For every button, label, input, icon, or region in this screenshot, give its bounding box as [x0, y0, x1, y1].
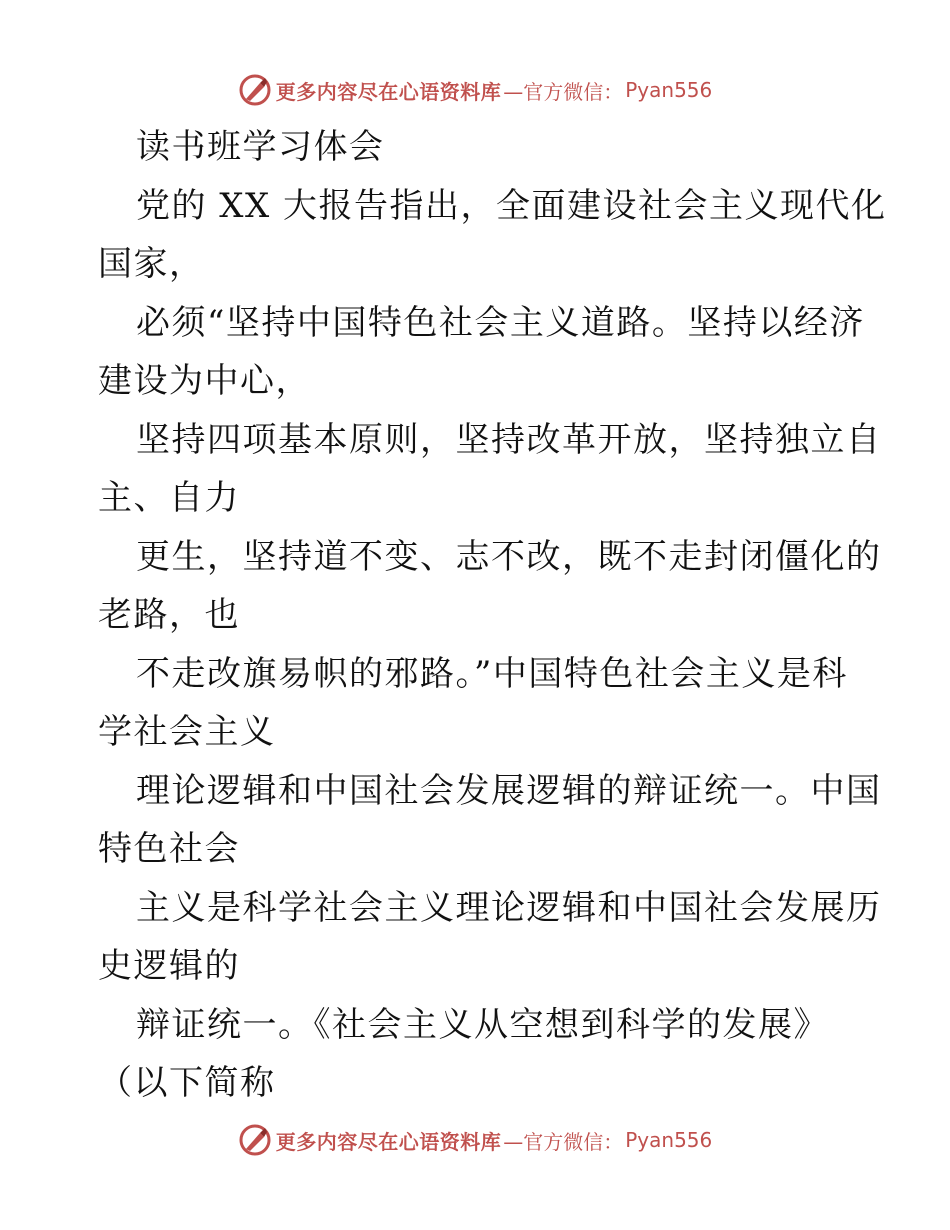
banner-wechat-id: Pyan556	[625, 1128, 713, 1152]
header-banner	[0, 70, 950, 110]
pen-logo-icon	[238, 1123, 272, 1157]
banner-separator: —官方微信：	[503, 1129, 624, 1154]
pen-logo-icon	[238, 73, 272, 107]
text-line: 老路，也	[98, 595, 240, 635]
text-line: 学社会主义	[98, 712, 276, 752]
text-line: 不走改旗易帜的邪路。”中国特色社会主义是科	[136, 653, 848, 694]
text-line: 辩证统一。《社会主义从空想到科学的发展》	[136, 1004, 829, 1045]
text-line: 理论逻辑和中国社会发展逻辑的辩证统一。中国	[136, 770, 882, 811]
document-title: 读书班学习体会	[136, 127, 385, 167]
text-line: 主、自力	[98, 478, 240, 518]
text-line: 特色社会	[98, 829, 240, 869]
text-line: 党的 XX 大报告指出，全面建设社会主义现代化	[136, 185, 887, 226]
text-line: 史逻辑的	[98, 946, 240, 986]
banner-wechat-id: Pyan556	[625, 78, 713, 102]
banner-title: 更多内容尽在心语资料库	[275, 1129, 502, 1154]
text-line: 建设为中心，	[98, 361, 311, 401]
text-line: 坚持四项基本原则，坚持改革开放，坚持独立自	[136, 419, 882, 460]
text-line: 必须“坚持中国特色社会主义道路。坚持以经济	[136, 302, 865, 343]
text-line: 主义是科学社会主义理论逻辑和中国社会发展历	[136, 887, 882, 928]
text-line: （以下简称	[98, 1063, 276, 1103]
document-body	[98, 118, 887, 1113]
banner-separator: —官方微信：	[503, 79, 624, 104]
banner-title: 更多内容尽在心语资料库	[275, 79, 502, 104]
text-line: 国家，	[98, 244, 205, 284]
text-line: 更生，坚持道不变、志不改，既不走封闭僵化的	[136, 536, 882, 577]
footer-banner	[0, 1120, 950, 1160]
